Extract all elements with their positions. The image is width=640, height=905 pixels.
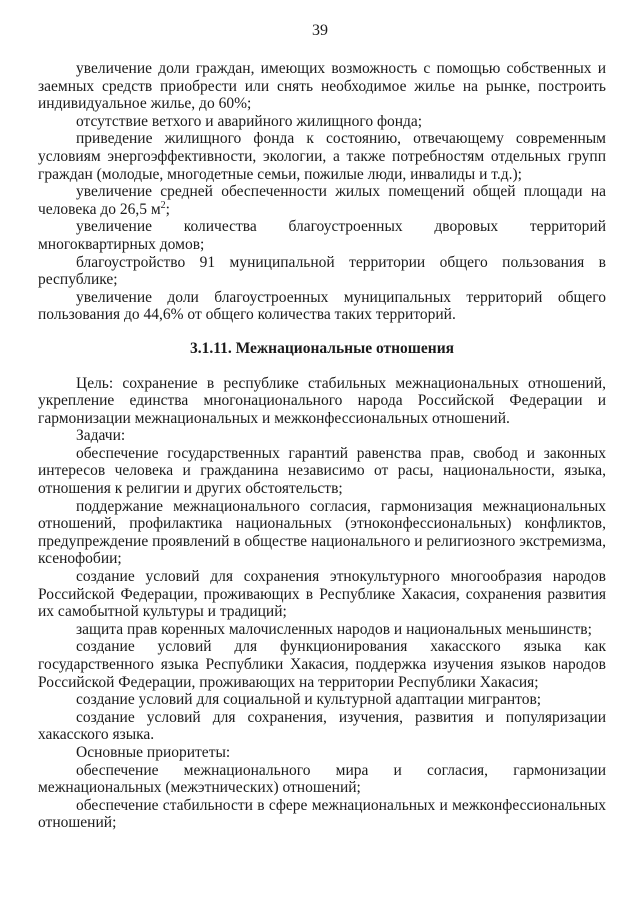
priorities-label: Основные приоритеты:: [76, 743, 231, 761]
paragraph-courtyards: увеличение количества благоустроенных дворовых территорий многоквартирных домов;: [38, 218, 606, 253]
section-heading: 3.1.11. Межнациональные отношения: [189, 339, 455, 357]
priority-item: обеспечение стабильности в сфере межнациональных и межконфессиональных отношений;: [38, 796, 606, 832]
paragraph-territory-share: увеличение доли благоустроенных муниципальных территорий общего пользования до 44,6% от общего количества таких территорий.: [38, 288, 606, 324]
page-number: 39: [312, 22, 328, 39]
paragraph-goal: Цель: сохранение в республике стабильных межнациональных отношений, укрепление единства многонационального народа Российской Федерации и гармонизации межнациональных и межконфессиональных отношений.: [38, 374, 606, 427]
task-item: создание условий для социальной и культурной адаптации мигрантов;: [76, 691, 542, 709]
task-item: создание условий для функционирования хакасского языка как государственного языка Республики Хакасия, поддержка изучения языков народов Российской Федерации, проживающих на территории Республики Хакасия;: [38, 638, 606, 691]
task-item: поддержание межнационального согласия, гармонизация межнациональных отношений, профилактика национальных (этноконфессиональных) конфликтов, предупреждение проявлений в обществе национального и религиозного экстремизма, ксенофобии;: [38, 497, 606, 568]
paragraph-housing-standards: приведение жилищного фонда к состоянию, отвечающему современным условиям энергоэффективности, экологии, а также потребностям отдельных групп граждан (молодые, многодетные семьи, пожилые люди, инвалиды и т.д.);: [38, 130, 606, 183]
tasks-label: Задачи:: [76, 427, 126, 445]
living-space-text: увеличение средней обеспеченности жилых помещений общей площади на человека до 26,5 м: [38, 183, 606, 218]
paragraph-dilapidated-housing: отсутствие ветхого и аварийного жилищного фонда;: [76, 112, 423, 130]
priority-item: обеспечение межнационального мира и согласия, гармонизации межнациональных (межэтнических) отношений;: [38, 761, 606, 797]
task-item: обеспечение государственных гарантий равенства прав, свобод и законных интересов человека и гражданина независимо от расы, национальности, языка, отношения к религии и других обстоятельств;: [38, 444, 606, 498]
living-space-suffix: ;: [165, 200, 170, 218]
task-item: создание условий для сохранения этнокультурного многообразия народов Российской Федерации, проживающих в Республике Хакасия, сохранения развития их самобытной культуры и традиций;: [38, 568, 606, 621]
task-item: создание условий для сохранения, изучения, развития и популяризации хакасского языка.: [38, 708, 606, 744]
paragraph-home-ownership: увеличение доли граждан, имеющих возможность с помощью собственных и заемных средств приобрести или снять необходимое жилье на рынке, построить индивидуальное жилье, до 60%;: [38, 60, 606, 113]
task-item: защита прав коренных малочисленных народов и национальных меньшинств;: [76, 620, 592, 638]
body-text: [38, 60, 606, 832]
living-space-superscript: 2: [160, 199, 166, 211]
paragraph-living-space: [38, 183, 606, 218]
paragraph-public-territory: благоустройство 91 муниципальной территории общего пользования в республике;: [38, 253, 606, 289]
